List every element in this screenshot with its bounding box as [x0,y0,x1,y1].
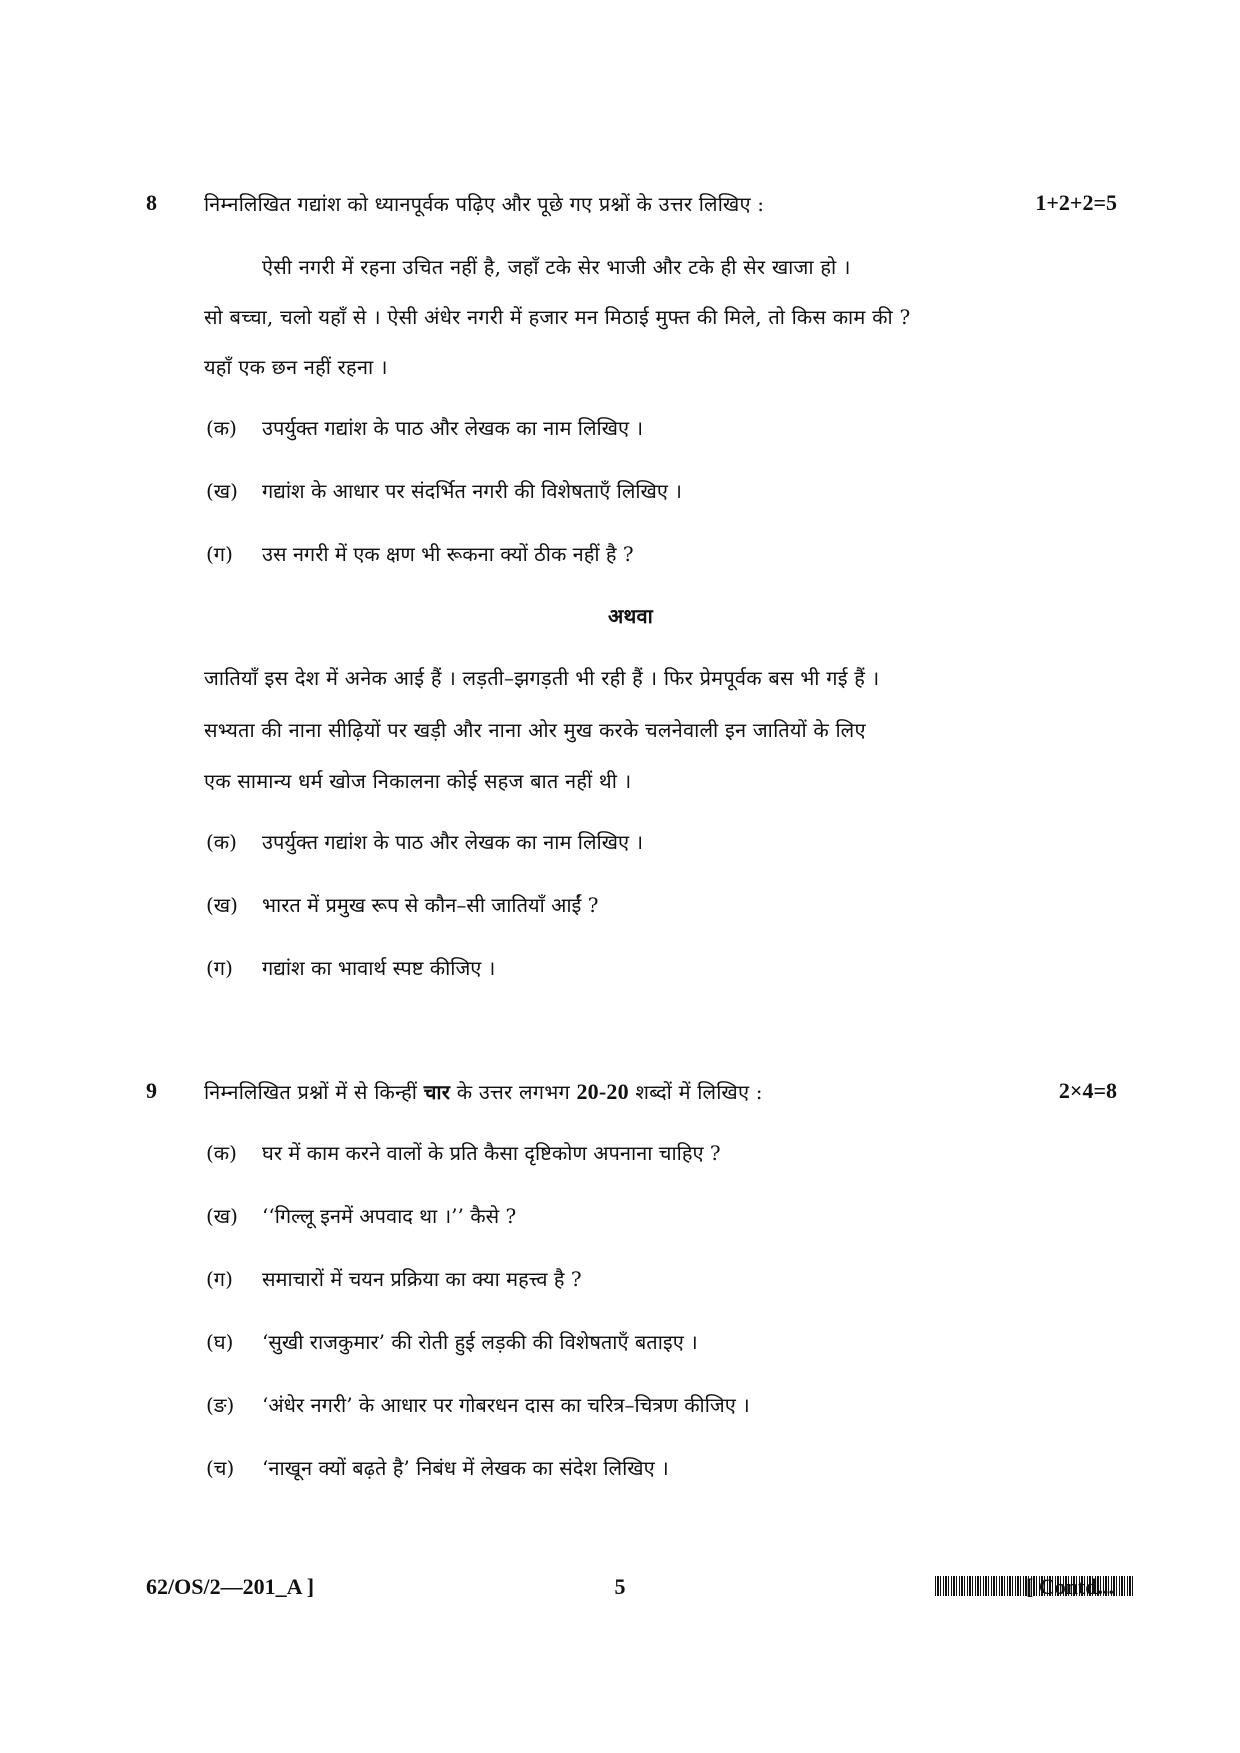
or-separator: अथवा [608,604,653,628]
option-text: ‘सुखी राजकुमार’ की रोती हुई लड़की की विशेषताएँ बताइए । [262,1330,698,1354]
option-text: समाचारों में चयन प्रक्रिया का क्या महत्त्व है ? [262,1267,582,1291]
passage-2-line-2: सभ्यता की नाना सीढ़ियों पर खड़ी और नाना ओर मुख करके चलनेवाली इन जातियों के लिए [204,718,866,742]
question-9-number: 9 [146,1078,157,1103]
question-8-number: 8 [146,190,157,215]
option-label: (ग) [206,542,233,566]
question-9-option-ga [206,1265,582,1292]
option-text: ‘अंधेर नगरी’ के आधार पर गोबरधन दास का चरित्र–चित्रण कीजिए । [262,1393,750,1417]
instruction-emphasis: चार [423,1080,451,1104]
option-label: (ग) [206,1267,233,1291]
question-8-option-ka [206,414,643,441]
option-label: (क) [206,416,237,440]
question-9-option-gha [206,1328,698,1355]
option-text: उस नगरी में एक क्षण भी रूकना क्यों ठीक नहीं है ? [262,542,634,566]
option-label: (क) [206,830,237,854]
option-text: घर में काम करने वालों के प्रति कैसा दृष्टिकोण अपनाना चाहिए ? [262,1141,721,1165]
option-label: (क) [206,1141,237,1165]
option-text: गद्यांश के आधार पर संदर्भित नगरी की विशेषताएँ लिखिए । [262,479,682,503]
option-text: गद्यांश का भावार्थ स्पष्ट कीजिए । [262,956,496,980]
instruction-word-count: 20-20 [576,1079,629,1104]
option-label: (ख) [206,1204,238,1228]
question-9-option-cha [206,1454,669,1481]
question-9-option-ka [206,1139,721,1166]
passage-1-line-1: ऐसी नगरी में रहना उचित नहीं है, जहाँ टके सेर भाजी और टके ही सेर खाजा हो । [262,255,851,279]
question-9-option-kha [206,1202,516,1229]
question-8-instruction: निम्नलिखित गद्यांश को ध्यानपूर्वक पढ़िए और पूछे गए प्रश्नों के उत्तर लिखिए : [204,192,765,216]
option-label: (ख) [206,479,238,503]
option-text: ‘‘गिल्लू इनमें अपवाद था ।’’ कैसे ? [262,1204,517,1228]
question-9-marks: 2×4=8 [1058,1078,1117,1103]
option-label: (च) [206,1456,235,1480]
passage-1-line-2: सो बच्चा, चलो यहाँ से । ऐसी अंधेर नगरी में हजार मन मिठाई मुफ्त की मिले, तो किस काम की ? [204,305,911,329]
question-8-option-ga [206,540,634,567]
question-8-alt-option-kha [206,891,598,918]
question-8-option-kha [206,477,682,504]
question-8-alt-option-ka [206,828,643,855]
option-label: (ख) [206,893,238,917]
option-text: भारत में प्रमुख रूप से कौन–सी जातियाँ आईं ? [262,893,599,917]
paper-code: 62/OS/2—201_A ] [146,1574,315,1599]
question-9-option-nga [206,1391,750,1418]
option-label: (ङ) [206,1393,235,1417]
page-number: 5 [614,1574,626,1599]
question-9-instruction [204,1078,763,1105]
instruction-text: निम्नलिखित प्रश्नों में से किन्हीं [204,1080,418,1104]
instruction-text: के उत्तर लगभग [456,1080,570,1104]
option-text: उपर्युक्त गद्यांश के पाठ और लेखक का नाम लिखिए । [262,416,644,440]
question-8-alt-option-ga [206,954,495,981]
continued-label: [ Contd... [1026,1574,1115,1599]
passage-2-line-1: जातियाँ इस देश में अनेक आई हैं । लड़ती–झगड़ती भी रही हैं । फिर प्रेमपूर्वक बस भी गई हैं । [204,666,880,690]
passage-2-line-3: एक सामान्य धर्म खोज निकालना कोई सहज बात नहीं थी । [204,769,632,793]
passage-1-line-3: यहाँ एक छन नहीं रहना । [204,355,388,379]
instruction-text: शब्दों में लिखिए : [635,1080,763,1104]
option-text: ‘नाखून क्यों बढ़ते है’ निबंध में लेखक का संदेश लिखिए । [262,1456,669,1480]
question-8-marks: 1+2+2=5 [1035,190,1117,215]
option-text: उपर्युक्त गद्यांश के पाठ और लेखक का नाम लिखिए । [262,830,644,854]
option-label: (घ) [206,1330,234,1354]
option-label: (ग) [206,956,233,980]
